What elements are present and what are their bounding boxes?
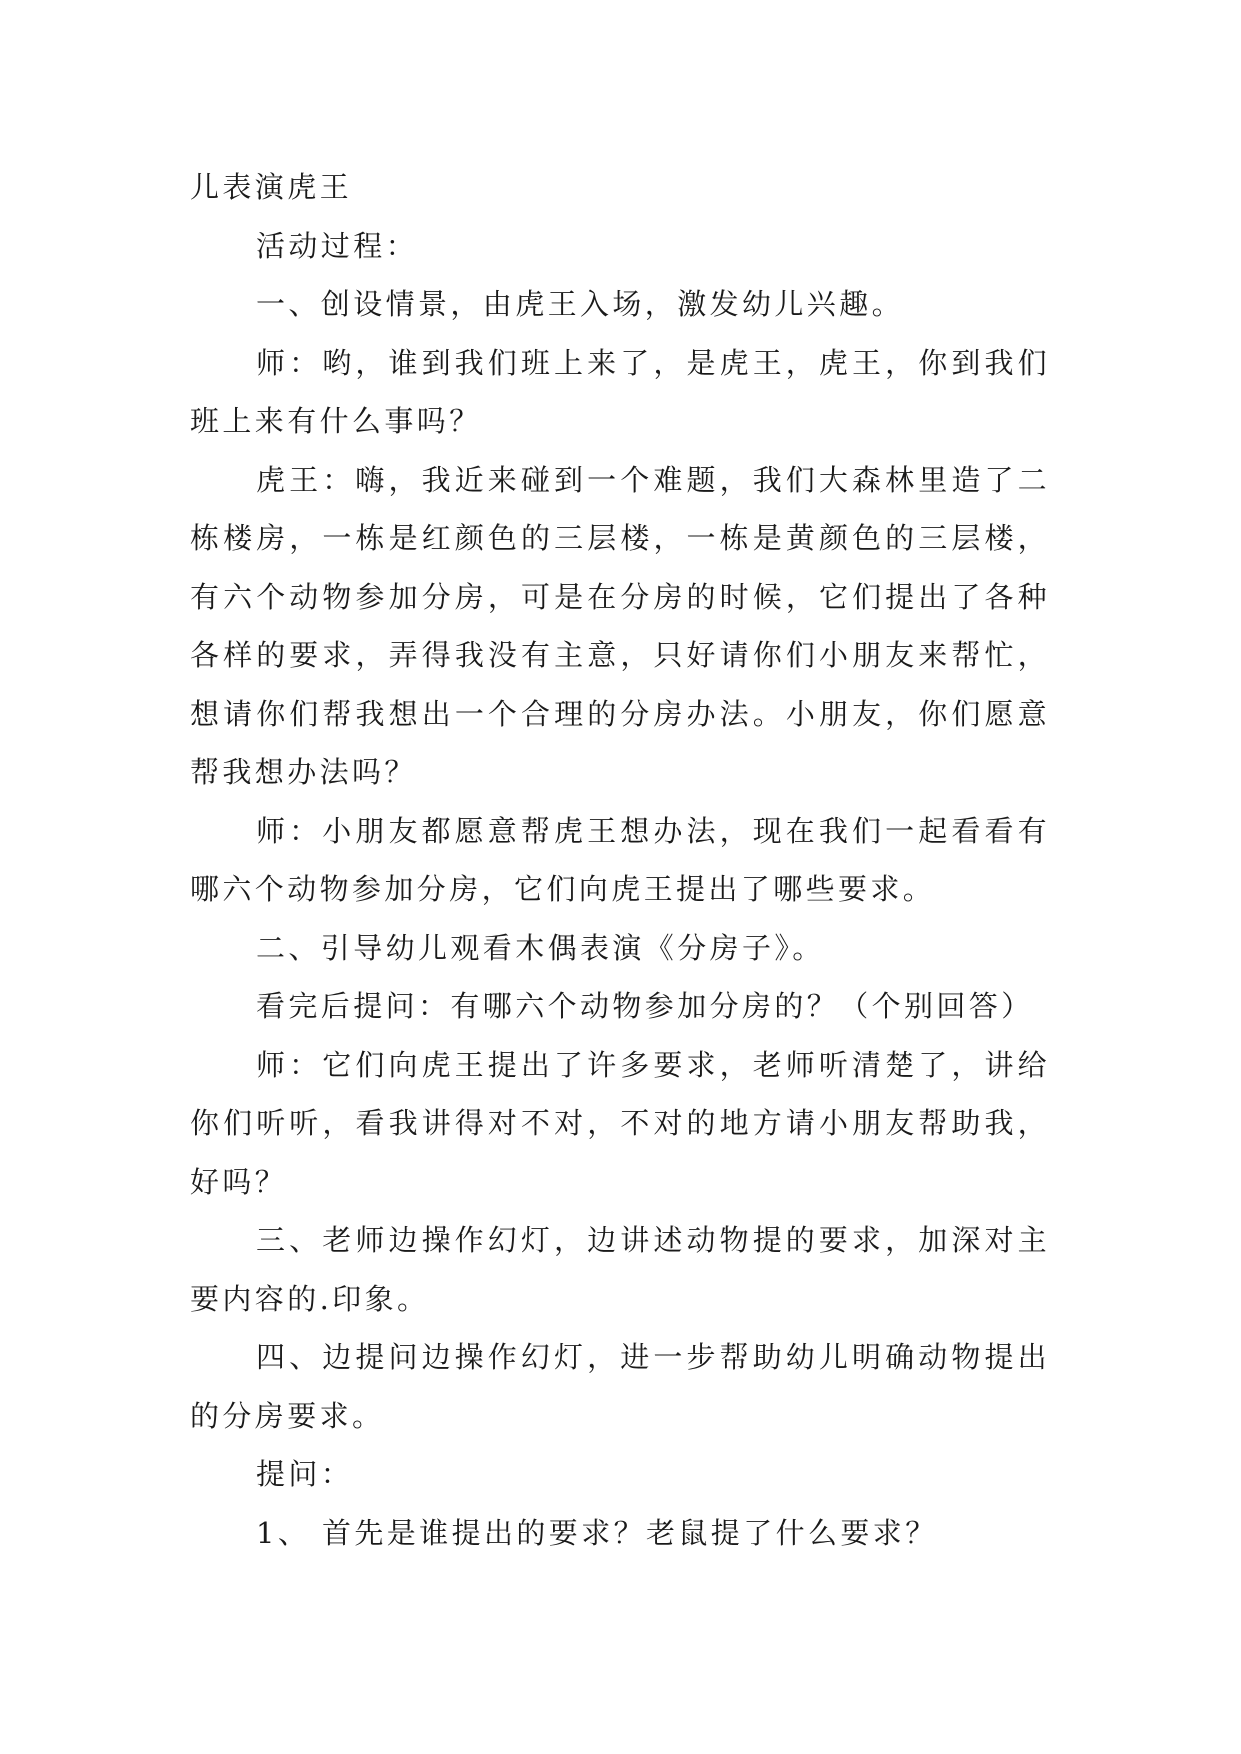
document-body [190, 158, 1050, 1562]
step-four-heading: 四、边提问边操作幻灯，进一步帮助幼儿明确动物提出的分房要求。 [190, 1340, 1050, 1433]
question-after-viewing: 看完后提问：有哪六个动物参加分房的？（个别回答） [256, 989, 1034, 1023]
continuation-line: 儿表演虎王 [190, 170, 353, 204]
list-item [190, 1504, 1050, 1563]
step-three-heading: 三、老师边操作幻灯，边讲述动物提的要求，加深对主要内容的.印象。 [190, 1223, 1050, 1316]
section-heading-activity-process: 活动过程： [256, 228, 419, 263]
teacher-dialogue-3: 师：它们向虎王提出了许多要求，老师听清楚了，讲给你们听听，看我讲得对不对，不对的地方请小朋友帮助我，好吗？ [190, 1047, 1050, 1199]
tiger-king-dialogue: 虎王：嗨，我近来碰到一个难题，我们大森林里造了二栋楼房，一栋是红颜色的三层楼，一栋是黄颜色的三层楼，有六个动物参加分房，可是在分房的时候，它们提出了各种各样的要求，弄得我没有主意，只好请你们小朋友来帮忙，想请你们帮我想出一个合理的分房办法。小朋友，你们愿意帮我想办法吗？ [190, 462, 1050, 789]
step-one-heading: 一、创设情景，由虎王入场，激发幼儿兴趣。 [256, 287, 905, 321]
list-item-text: 首先是谁提出的要求？老鼠提了什么要求？ [322, 1515, 938, 1550]
list-item-number: 1、 [256, 1515, 311, 1550]
questions-label: 提问： [256, 1457, 354, 1491]
teacher-dialogue-1: 师：哟，谁到我们班上来了，是虎王，虎王，你到我们班上来有什么事吗？ [190, 345, 1050, 438]
step-two-heading: 二、引导幼儿观看木偶表演《分房子》。 [256, 930, 825, 965]
teacher-dialogue-2: 师：小朋友都愿意帮虎王想办法，现在我们一起看看有哪六个动物参加分房，它们向虎王提出了哪些要求。 [190, 813, 1050, 906]
